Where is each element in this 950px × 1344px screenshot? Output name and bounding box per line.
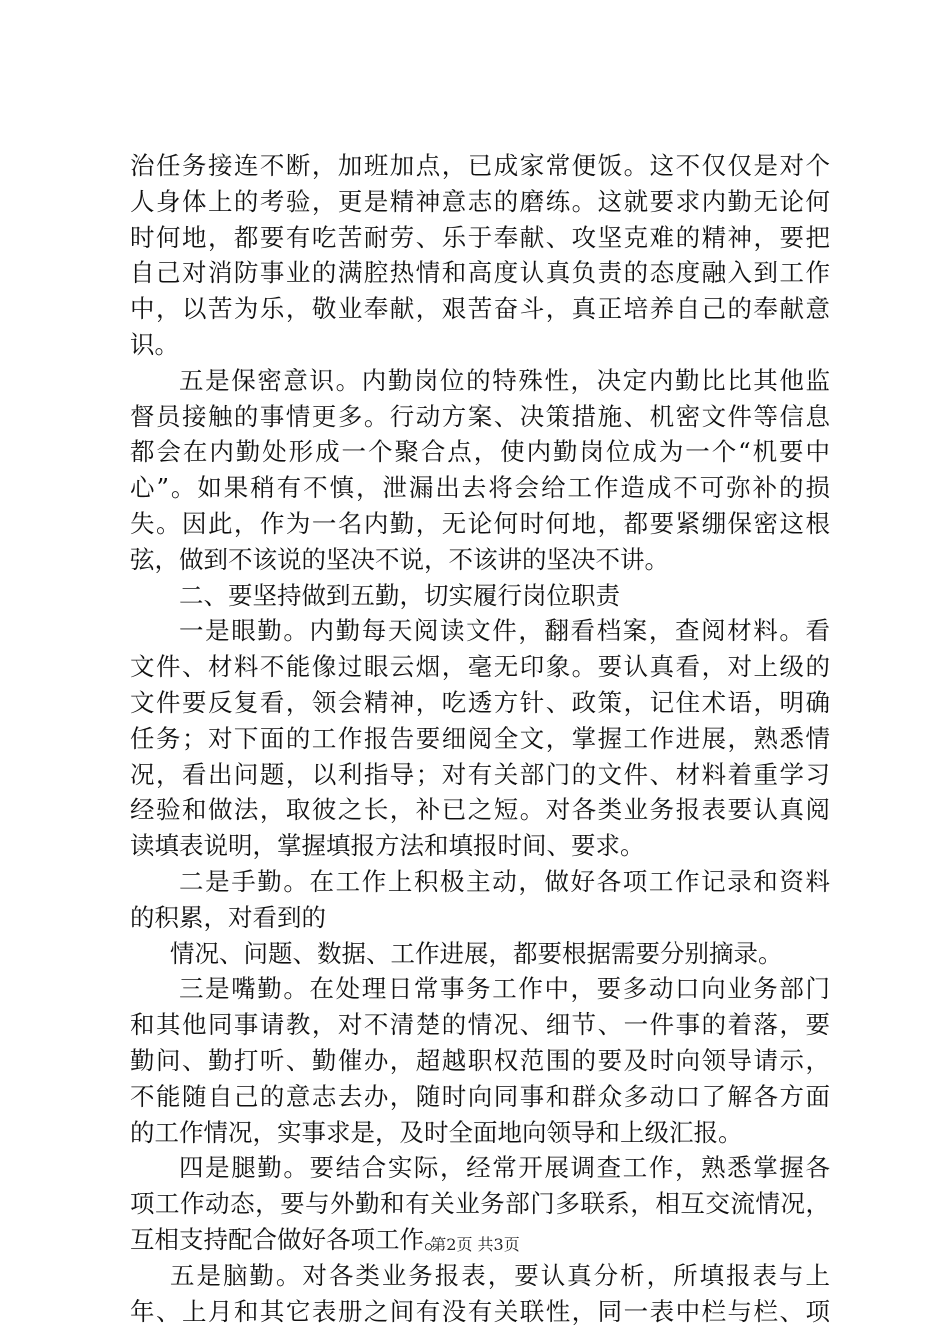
text-line: 读填表说明，掌握填报方法和填报时间、要求。 bbox=[130, 831, 645, 861]
page-footer: 第2页 共3页 bbox=[430, 1235, 520, 1254]
text-line: 文件要反复看，领会精神，吃透方针、政策，记住术语，明确 bbox=[130, 687, 830, 717]
text-line: 人身体上的考验，更是精神意志的磨练。这就要求内勤无论何 bbox=[130, 186, 830, 216]
document-body bbox=[130, 148, 830, 1329]
text-line: 五是保密意识。内勤岗位的特殊性，决定内勤比比其他监 bbox=[179, 365, 830, 395]
text-line: 况，看出问题，以利指导；对有关部门的文件、材料着重学习 bbox=[130, 759, 830, 789]
text-line: 勤问、勤打听、勤催办，超越职权范围的要及时向领导请示， bbox=[130, 1045, 830, 1075]
text-line: 心”。如果稍有不慎，泄漏出去将会给工作造成不可弥补的损 bbox=[130, 473, 830, 503]
text-line: 二、要坚持做到五勤，切实履行岗位职责 bbox=[179, 580, 620, 610]
text-line: 弦，做到不该说的坚决不说，不该讲的坚决不讲。 bbox=[130, 544, 669, 574]
text-line: 和其他同事请教，对不清楚的情况、细节、一件事的着落，要 bbox=[130, 1010, 830, 1040]
text-line: 任务；对下面的工作报告要细阅全文，掌握工作进展，熟悉情 bbox=[130, 723, 830, 753]
text-line: 失。因此，作为一名内勤，无论何时何地，都要紧绷保密这根 bbox=[130, 508, 830, 538]
text-line: 治任务接连不断，加班加点，已成家常便饭。这不仅仅是对个 bbox=[130, 151, 830, 180]
text-line: 年、上月和其它表册之间有没有关联性，同一表中栏与栏、项 bbox=[130, 1296, 830, 1326]
text-line: 一是眼勤。内勤每天阅读文件，翻看档案，查阅材料。看 bbox=[179, 616, 830, 646]
text-line: 识。 bbox=[130, 329, 179, 359]
text-line: 情况、问题、数据、工作进展，都要根据需要分别摘录。 bbox=[170, 938, 783, 968]
text-line: 五是脑勤。对各类业务报表，要认真分析，所填报表与上 bbox=[170, 1260, 830, 1290]
text-line: 不能随自己的意志去办，随时向同事和群众多动口了解各方面 bbox=[130, 1081, 830, 1111]
text-line: 三是嘴勤。在处理日常事务工作中，要多动口向业务部门 bbox=[179, 974, 830, 1004]
text-line: 的积累，对看到的 bbox=[130, 902, 326, 932]
text-line: 四是腿勤。要结合实际，经常开展调查工作，熟悉掌握各 bbox=[179, 1153, 830, 1183]
text-line: 中，以苦为乐，敬业奉献，艰苦奋斗，真正培养自己的奉献意 bbox=[130, 294, 830, 324]
text-line: 经验和做法，取彼之长，补已之短。对各类业务报表要认真阅 bbox=[130, 795, 830, 825]
text-line: 的工作情况，实事求是，及时全面地向领导和上级汇报。 bbox=[130, 1117, 743, 1147]
text-line: 督员接触的事情更多。行动方案、决策措施、机密文件等信息 bbox=[130, 401, 830, 431]
text-line: 都会在内勤处形成一个聚合点，使内勤岗位成为一个“机要中 bbox=[130, 437, 830, 467]
text-line: 时何地，都要有吃苦耐劳、乐于奉献、攻坚克难的精神，要把 bbox=[130, 222, 830, 252]
text-line: 文件、材料不能像过眼云烟，毫无印象。要认真看，对上级的 bbox=[130, 652, 830, 682]
text-line: 自己对消防事业的满腔热情和高度认真负责的态度融入到工作 bbox=[130, 258, 830, 288]
text-line: 互相支持配合做好各项工作。 bbox=[130, 1224, 449, 1254]
text-line: 项工作动态，要与外勤和有关业务部门多联系，相互交流情况， bbox=[130, 1189, 830, 1219]
text-line: 二是手勤。在工作上积极主动，做好各项工作记录和资料 bbox=[179, 866, 830, 896]
